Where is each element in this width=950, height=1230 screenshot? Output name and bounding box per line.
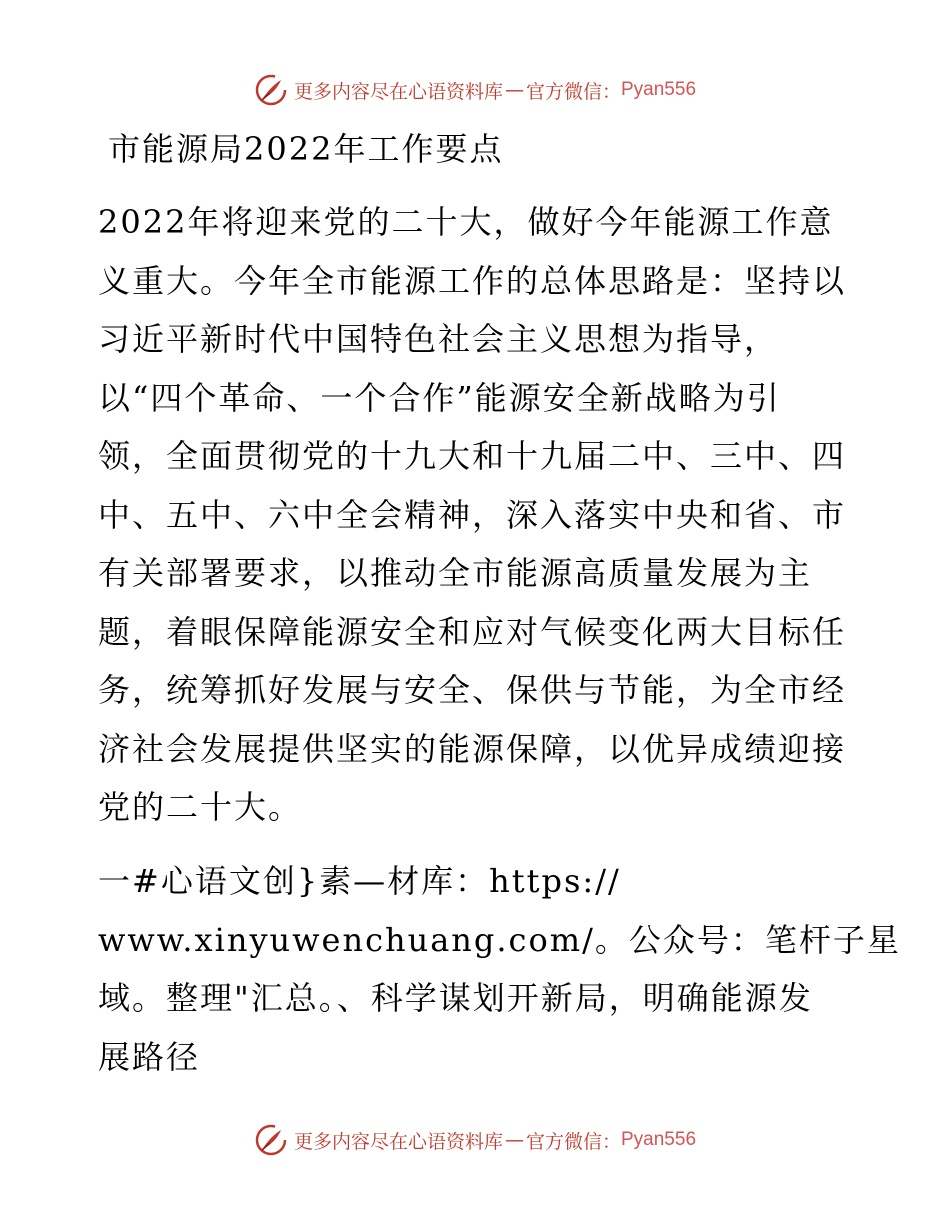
- wechat-label: 官方微信：: [525, 80, 621, 103]
- paragraph-1-line: 以“四个革命、一个合作”能源安全新战略为引: [98, 378, 781, 417]
- paragraph-1-line: 党的二十大。: [98, 788, 303, 826]
- wechat-id: Pyan556: [621, 1129, 697, 1150]
- document-title: 市能源局2022年工作要点: [108, 130, 504, 168]
- paragraph-1-line: 义重大。今年全市能源工作的总体思路是：坚持以: [98, 261, 847, 300]
- paragraph-2: [98, 852, 901, 1086]
- watermark-banner-bottom: [0, 1120, 950, 1160]
- feather-pen-logo-icon: [254, 73, 288, 107]
- paragraph-1-line: 有关部署要求，以推动全市能源高质量发展为主: [98, 554, 813, 592]
- watermark-text: 更多内容尽在心语资料库: [293, 80, 503, 103]
- paragraph-1-line: 务，统筹抓好发展与安全、保供与节能，为全市经: [98, 671, 847, 709]
- paragraph-2-line: 一#心语文创}素—材库：https://: [98, 862, 621, 900]
- watermark-banner-top: [0, 70, 950, 110]
- paragraph-1-line: 中、五中、六中全会精神，深入落实中央和省、市: [98, 495, 847, 534]
- feather-pen-logo-icon: [254, 1123, 288, 1157]
- paragraph-1-line: 济社会发展提供坚实的能源保障，以优异成绩迎接: [98, 729, 847, 768]
- watermark-text: 更多内容尽在心语资料库: [293, 1130, 503, 1153]
- paragraph-1-line: 习近平新时代中国特色社会主义思想为指导，: [98, 320, 779, 358]
- watermark-separator: —: [504, 79, 524, 101]
- paragraph-2-line: www.xinyuwenchuang.com/。公众号：笔杆子星: [98, 920, 901, 959]
- paragraph-1-line: 领，全面贯彻党的十九大和十九届二中、三中、四: [98, 437, 847, 475]
- wechat-label: 官方微信：: [525, 1130, 621, 1153]
- paragraph-1: [98, 193, 858, 837]
- paragraph-2-line: 展路径: [98, 1037, 201, 1076]
- paragraph-2-line: 域。整理"汇总。、科学谋划开新局，明确能源发: [98, 979, 813, 1017]
- wechat-id: Pyan556: [621, 79, 697, 100]
- paragraph-1-line: 题，着眼保障能源安全和应对气候变化两大目标任: [98, 612, 847, 651]
- watermark-separator: —: [504, 1129, 524, 1151]
- paragraph-1-line: 2022年将迎来党的二十大，做好今年能源工作意: [98, 203, 834, 241]
